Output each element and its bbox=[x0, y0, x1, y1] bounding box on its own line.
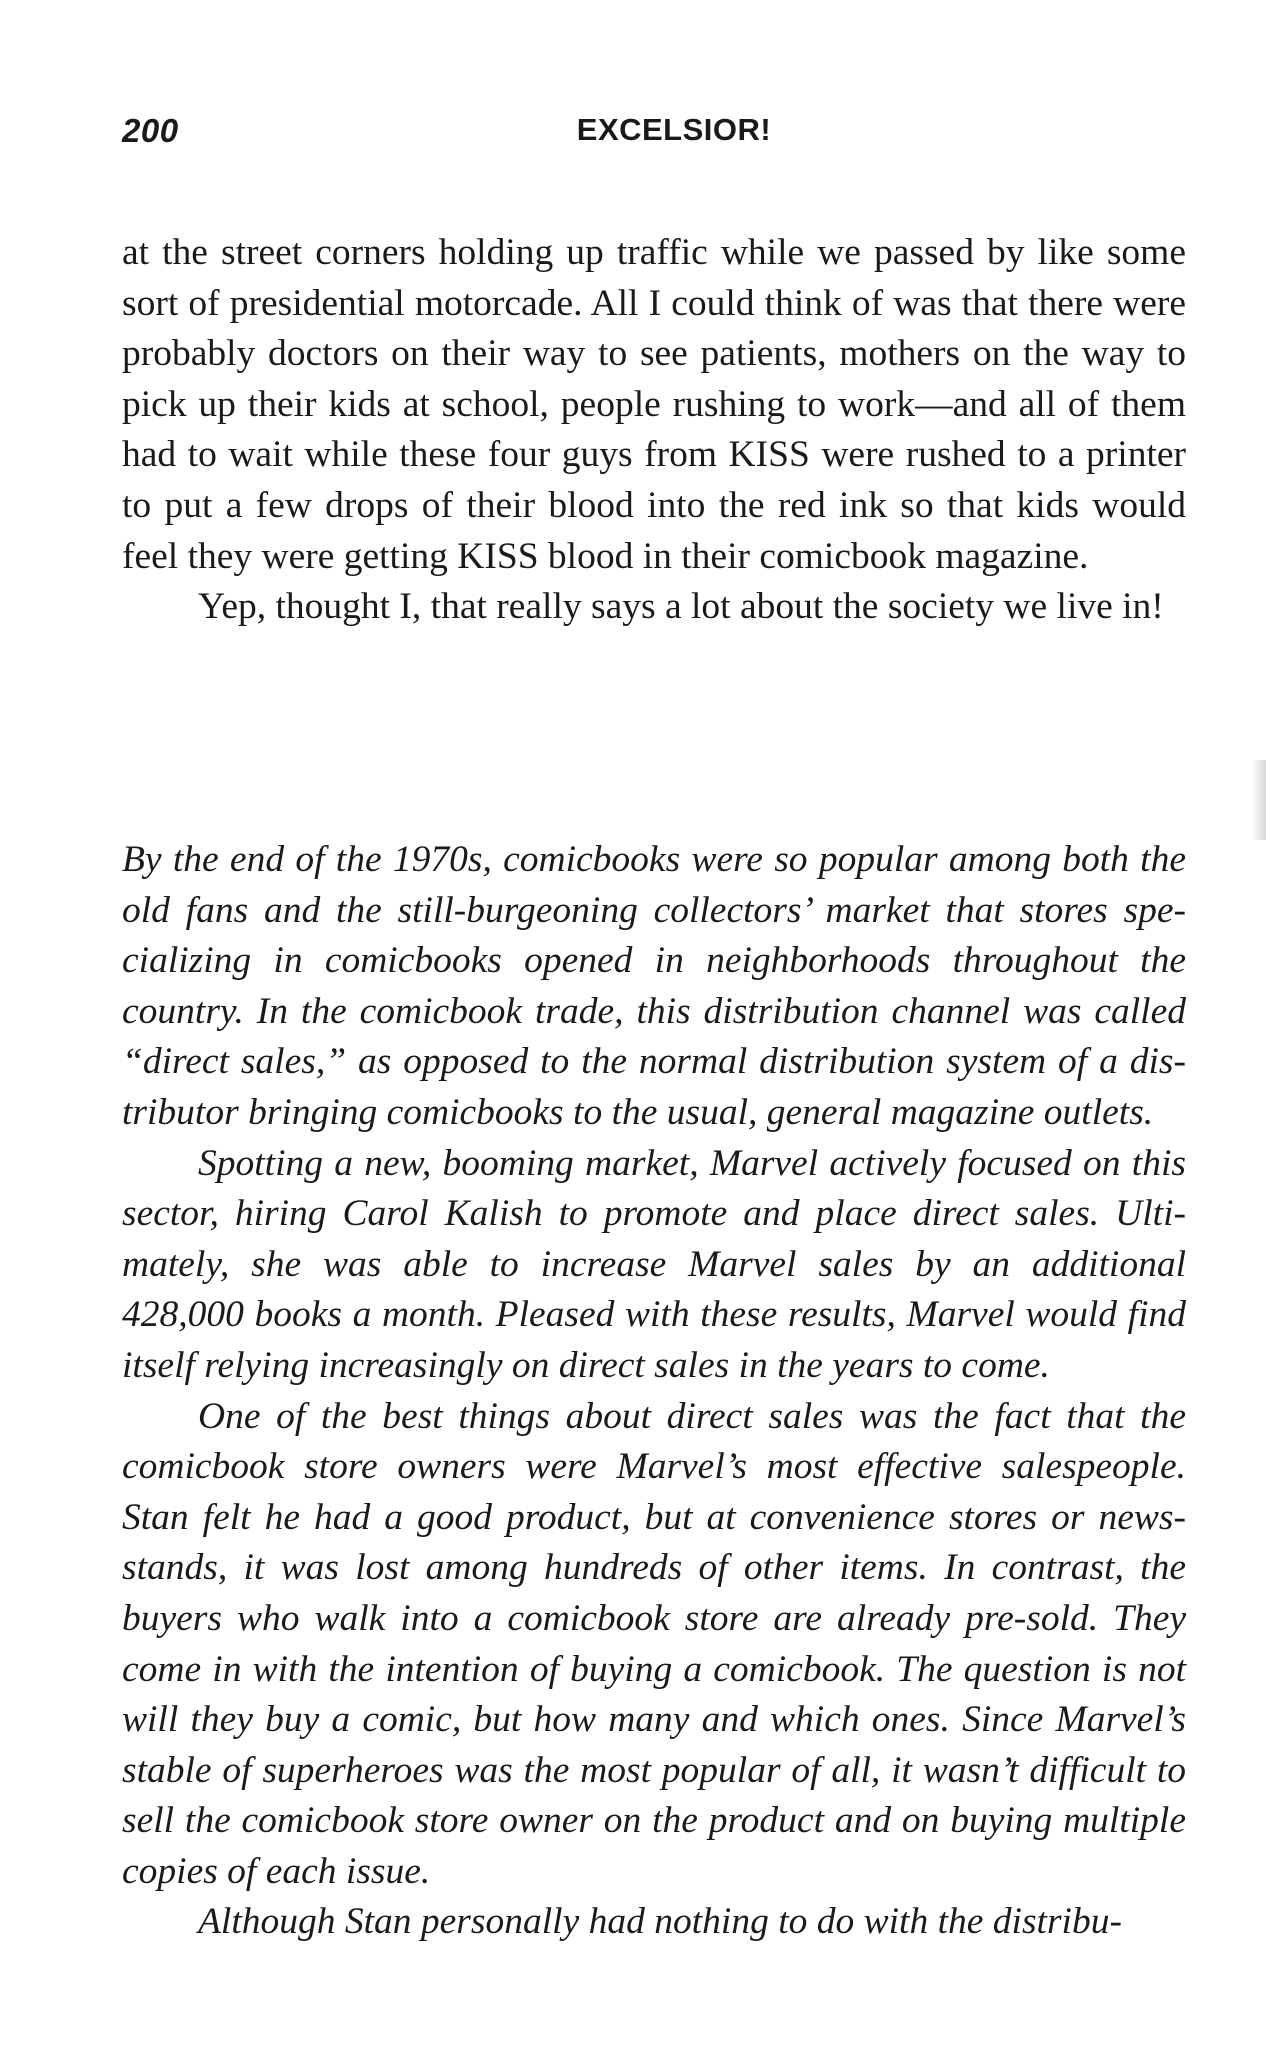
narrative-paragraph-1: at the street corners holding up traffic while we passed by like some sort of presidential motorcade. All I could think of was that there were probably doctors on their way to see patients, mothers on the way to pick up their kids at school, people rushing to work—and all of them had to wait while these four guys from KISS were rushed to a printer to put a few drops of their blood into the red ink so that kids would feel they were getting KISS blood in their comicbook magazine. bbox=[122, 232, 1186, 577]
commentary-paragraph-4: Although Stan personally had nothing to do with the distribu- bbox=[198, 1901, 1122, 1943]
commentary-paragraph-1: By the end of the 1970s, comicbooks were so popular among both the old fans and the still-burgeoning collectors’ market that stores specializing in comicbooks opened in neighborhoods throughout the country. In the comicbook trade, this distribution channel was called “direct sales,” as opposed to the normal distribution system of a distributor bringing comicbooks to the usual, general magazine outlets. bbox=[122, 839, 1186, 1133]
page-number: 200 bbox=[122, 112, 179, 149]
narrative-section bbox=[122, 228, 1186, 633]
commentary-paragraph-3: One of the best things about direct sales was the fact that the comicbook store owners were Marvel’s most effective salespeople. Stan felt he had a good product, but at convenience stores or newsstands, it was lost among hundreds of other items. In contrast, the buyers who walk into a comicbook store are already pre-sold. They come in with the intention of buying a comicbook. The question is not will they buy a comic, but how many and which ones. Since Marvel’s stable of superheroes was the most popular of all, it wasn’t difficult to sell the comicbook store owner on the product and on buying multiple copies of each issue. bbox=[122, 1395, 1186, 1892]
page-edge-shadow bbox=[1252, 760, 1266, 840]
italic-commentary-section bbox=[122, 835, 1186, 1948]
page-header bbox=[122, 112, 1186, 164]
commentary-paragraph-2: Spotting a new, booming market, Marvel actively focused on this sector, hiring Carol Kalish to promote and place direct sales. Ultimately, she was able to increase Marvel sales by an additional 428,000 books a month. Pleased with these results, Marvel would find itself relying increasingly on direct sales in the years to come. bbox=[122, 1142, 1186, 1386]
narrative-paragraph-2: Yep, thought I, that really says a lot about the society we live in! bbox=[198, 586, 1164, 628]
running-title: EXCELSIOR! bbox=[576, 112, 772, 147]
